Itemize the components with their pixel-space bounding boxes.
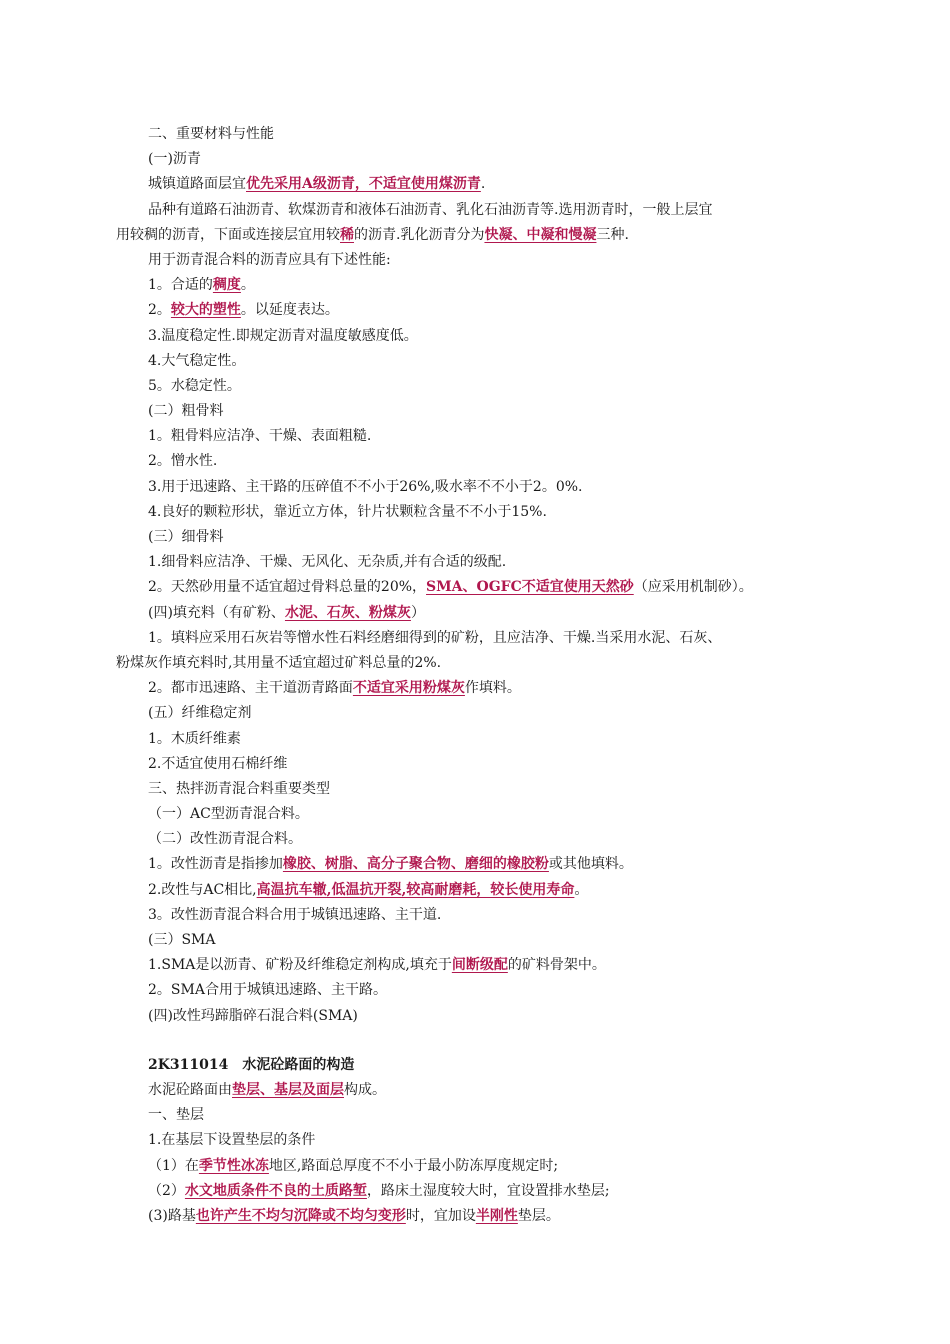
text-line [116, 122, 846, 147]
text-line [116, 525, 846, 550]
text-segment: (三）SMA [148, 932, 216, 948]
text-segment: 1。粗骨料应洁净、干燥、表面粗糙. [148, 428, 372, 445]
text-line [116, 651, 846, 676]
text-segment: 1.在基层下设置垫层的条件 [148, 1132, 316, 1149]
text-segment: 时，宜加设 [405, 1207, 476, 1224]
text-line [116, 449, 846, 474]
text-segment: (三）细骨料 [148, 529, 224, 545]
text-line [116, 1179, 846, 1204]
text-line [116, 575, 846, 600]
text-line [116, 777, 846, 802]
text-segment: 5。水稳定性。 [148, 377, 241, 394]
text-segment: 用较稠的沥青，下面或连接层宜用较 [116, 226, 340, 243]
text-segment: 。以延度表达。 [240, 302, 339, 319]
highlighted-key-term: 季节性冰冻 [198, 1157, 269, 1174]
text-segment: 作填料。 [464, 680, 521, 697]
text-segment: 垫层。 [517, 1207, 560, 1224]
text-line [116, 273, 846, 298]
text-line [116, 223, 846, 248]
text-line [116, 903, 846, 928]
text-line [116, 198, 846, 223]
text-line [116, 1154, 846, 1179]
text-segment: 品种有道路石油沥青、软煤沥青和液体石油沥青、乳化石油沥青等.选用沥青时，一般上层宜 [148, 201, 713, 218]
highlighted-key-term: 垫层、基层及面层 [232, 1081, 344, 1098]
text-segment: 1。合适的 [148, 277, 213, 294]
text-line [116, 147, 846, 172]
text-segment: . [480, 176, 486, 193]
text-segment: （1）在 [148, 1157, 199, 1174]
highlighted-key-term: 优先采用A级沥青，不适宜使用煤沥青 [246, 176, 481, 193]
text-segment: 1。填料应采用石灰岩等憎水性石料经磨细得到的矿粉，且应洁净、干燥.当采用水泥、石灰、 [148, 629, 722, 646]
text-segment: ） [410, 604, 425, 621]
text-segment: 水泥砼路面由 [148, 1081, 232, 1098]
text-segment: 2。SMA合用于城镇迅速路、主干路。 [148, 982, 387, 999]
text-line [116, 601, 846, 626]
highlighted-key-term: 也许产生不均匀沉降或不均匀变形 [195, 1207, 406, 1224]
text-segment: 3.温度稳定性.即规定沥青对温度敏感度低。 [148, 327, 418, 344]
text-line [116, 475, 846, 500]
text-segment: 2。天然砂用量不适宜超过骨料总量的20%， [148, 579, 427, 596]
text-segment: 3。改性沥青混合料合用于城镇迅速路、主干道. [148, 906, 442, 923]
text-segment: 4.大气稳定性。 [148, 352, 246, 369]
text-line [116, 1204, 846, 1229]
highlighted-key-term: 橡胶、树脂、高分子聚合物、磨细的橡胶粉 [282, 856, 549, 873]
text-line [116, 752, 846, 777]
text-segment: ，路床土湿度较大时，宜设置排水垫层; [366, 1182, 610, 1199]
text-segment: (四)填充料（有矿粉、 [148, 604, 285, 621]
text-line [116, 852, 846, 877]
highlighted-key-term: 水文地质条件不良的土质路堑 [184, 1182, 367, 1199]
text-segment: 1.细骨料应洁净、干燥、无风化、无杂质,并有合适的级配. [148, 554, 507, 571]
text-segment: (一)沥青 [148, 151, 201, 168]
text-segment: 城镇道路面层宜 [148, 176, 246, 193]
highlighted-key-term: SMA、OGFC不适宜使用天然砂 [426, 579, 634, 596]
text-segment: 2。憎水性. [148, 453, 218, 470]
text-segment: (五）纤维稳定剂 [148, 705, 252, 722]
highlighted-key-term: 稀 [340, 226, 354, 243]
text-segment: （一）AC型沥青混合料。 [148, 806, 309, 823]
text-line [116, 878, 846, 903]
highlighted-key-term: 稠度 [212, 277, 241, 294]
text-segment: 用于沥青混合料的沥青应具有下述性能: [148, 251, 391, 268]
text-line [116, 349, 846, 374]
text-line [116, 1004, 846, 1029]
text-segment: 。 [574, 881, 589, 898]
text-segment: 2.不适宜使用石棉纤维 [148, 755, 288, 772]
text-line [116, 928, 846, 953]
text-segment: (二）粗骨料 [148, 403, 224, 420]
highlighted-key-term: 较大的塑性 [170, 302, 241, 319]
text-line [116, 1128, 846, 1153]
section-heading [116, 1053, 846, 1078]
text-segment: 的矿料骨架中。 [507, 957, 606, 974]
text-line [116, 424, 846, 449]
text-line [116, 978, 846, 1003]
text-line [116, 953, 846, 978]
text-line [116, 374, 846, 399]
text-line [116, 827, 846, 852]
section-gap [116, 1029, 846, 1053]
highlighted-key-term: 间断级配 [451, 957, 508, 974]
text-line [116, 324, 846, 349]
text-segment: 。 [240, 277, 255, 294]
text-segment: 粉煤灰作填充料时,其用量不适宜超过矿料总量的2%. [116, 654, 442, 671]
text-line [116, 802, 846, 827]
highlighted-key-term: 高温抗车辙,低温抗开裂,较高耐磨耗，较长使用寿命 [256, 881, 575, 898]
text-segment: 1。木质纤维素 [148, 730, 241, 747]
text-segment: 4.良好的颗粒形状，靠近立方体，针片状颗粒含量不不小于15%. [148, 503, 547, 520]
text-segment: 一、垫层 [148, 1107, 204, 1124]
text-line [116, 701, 846, 726]
highlighted-key-term: 半刚性 [475, 1207, 518, 1224]
text-segment: (3)路基 [148, 1207, 196, 1224]
text-segment: 1。改性沥青是指掺加 [148, 856, 283, 873]
document-body [116, 122, 846, 1229]
text-line [116, 1078, 846, 1103]
text-line [116, 248, 846, 273]
text-segment: 2。都市迅速路、主干道沥青路面 [148, 680, 353, 697]
text-segment: 二、重要材料与性能 [148, 126, 274, 142]
text-segment: (四)改性玛蹄脂碎石混合料(SMA) [148, 1007, 358, 1024]
text-segment: 三、热拌沥青混合料重要类型 [148, 780, 330, 797]
text-segment: 或其他填料。 [548, 856, 633, 873]
text-segment: 2.改性与AC相比, [148, 881, 257, 898]
highlighted-key-term: 水泥、石灰、粉煤灰 [284, 604, 411, 621]
text-segment: 2。 [148, 302, 171, 319]
text-line [116, 626, 846, 651]
text-segment: 3.用于迅速路、主干路的压碎值不不小于26%,吸水率不不小于2。0%. [148, 478, 583, 495]
text-segment: （2） [148, 1182, 185, 1199]
text-segment: 三种. [596, 226, 629, 243]
text-line [116, 676, 846, 701]
text-segment: 的沥青.乳化沥青分为 [354, 226, 485, 243]
text-line [116, 727, 846, 752]
text-segment: 1.SMA是以沥青、矿粉及纤维稳定剂构成,填充于 [148, 957, 452, 974]
text-line [116, 500, 846, 525]
text-line [116, 1103, 846, 1128]
text-line [116, 172, 846, 197]
highlighted-key-term: 快凝、中凝和慢凝 [484, 226, 597, 243]
text-segment: 2K311014 水泥砼路面的构造 [148, 1056, 355, 1073]
text-segment: 地区,路面总厚度不不小于最小防冻厚度规定时; [268, 1157, 559, 1174]
text-line [116, 298, 846, 323]
text-segment: 构成。 [344, 1081, 386, 1098]
text-segment: （应采用机制砂）。 [633, 579, 753, 596]
highlighted-key-term: 不适宜采用粉煤灰 [352, 680, 465, 697]
text-line [116, 550, 846, 575]
text-line [116, 399, 846, 424]
text-segment: （二）改性沥青混合料。 [148, 831, 302, 848]
